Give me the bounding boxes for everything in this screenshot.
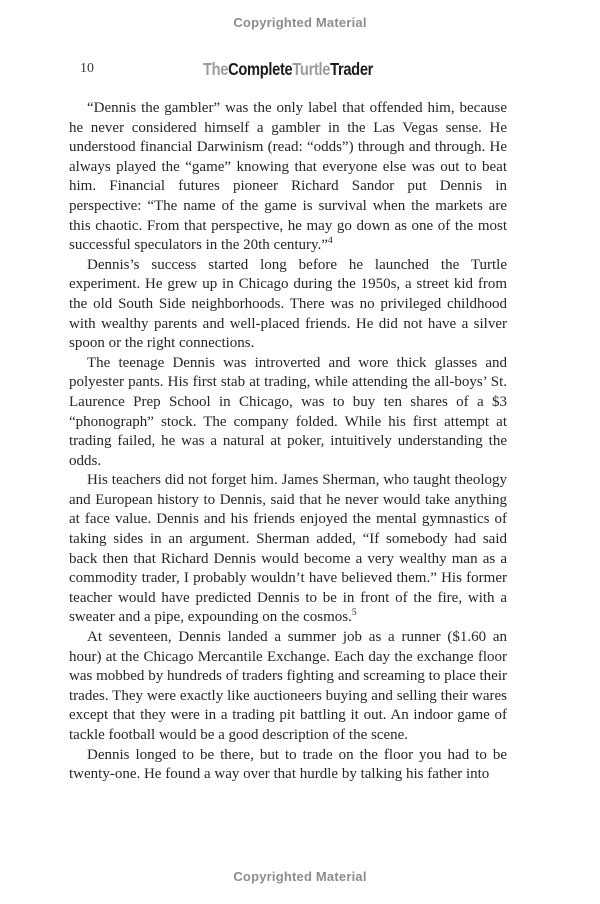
body-text bbox=[69, 99, 507, 785]
body-paragraph bbox=[69, 628, 507, 746]
paragraph-text: At seventeen, Dennis landed a summer job as a runner ($1.60 an hour) at the Chicago Mercantile Exchange. Each day the exchange floor was mobbed by hundreds of traders fighting and screaming to place their trades. They were exactly like auctioneers buying and selling their wares except that they were in a trading pit battling it out. An indoor game of tackle football would be a good description of the scene. bbox=[69, 629, 507, 743]
running-title-segment: Turtle bbox=[292, 59, 331, 79]
body-paragraph bbox=[69, 471, 507, 628]
paragraph-text: His teachers did not forget him. James Sherman, who taught theology and European history to Dennis, said that he never would take anything at face value. Dennis and his friends enjoyed the mental gymnastics of taking sides in an argument. Sherman added, “If somebody had said back then that Richard Dennis would become a very wealthy man as a commodity trader, I probably wouldn’t have believed them.” His former teacher would have predicted Dennis to be in front of the fire, with a sweater and a pipe, expounding on the cosmos. bbox=[69, 472, 507, 626]
body-paragraph bbox=[69, 99, 507, 256]
body-paragraph bbox=[69, 354, 507, 472]
footnote-reference: 4 bbox=[327, 236, 333, 247]
copyright-notice-top: Copyrighted Material bbox=[233, 15, 367, 30]
page-number: 10 bbox=[80, 61, 94, 76]
running-title-segment: Complete bbox=[228, 59, 293, 79]
body-paragraph bbox=[69, 256, 507, 354]
paragraph-text: The teenage Dennis was introverted and wore thick glasses and polyester pants. His first stab at trading, while attending the all-boys’ St. Laurence Prep School in Chicago, was to buy ten shares of a $3 “phonograph” stock. The company folded. While his first attempt at trading failed, he was a natural at poker, intuitively understanding the odds. bbox=[69, 354, 507, 469]
copyright-notice-bottom: Copyrighted Material bbox=[233, 869, 367, 884]
paragraph-text: Dennis longed to be there, but to trade on the floor you had to be twenty-one. He found a way over that hurdle by talking his father into bbox=[69, 746, 507, 783]
body-paragraph bbox=[69, 746, 507, 785]
footnote-reference: 5 bbox=[351, 608, 357, 619]
running-title-segment: Trader bbox=[330, 59, 374, 79]
running-title bbox=[104, 59, 472, 80]
paragraph-text: “Dennis the gambler” was the only label that offended him, because he never considered himself a gambler in the Las Vegas sense. He understood financial Darwinism (read: “odds”) through and through. He always played the “game” knowing that everyone else was out to beat him. Financial futures pioneer Richard Sandor put Dennis in perspective: “The name of the game is survival when the markets are this chaotic. From that perspective, he may go down as one of the most successful speculators in the 20th century.” bbox=[69, 100, 507, 254]
page-header bbox=[69, 59, 507, 79]
paragraph-text: Dennis’s success started long before he launched the Turtle experiment. He grew up in Chicago during the 1950s, a street kid from the old South Side neighborhoods. There was no privileged childhood with wealthy parents and well-placed friends. He did not have a silver spoon or the right connections. bbox=[69, 256, 507, 352]
running-title-segment: The bbox=[202, 59, 229, 79]
